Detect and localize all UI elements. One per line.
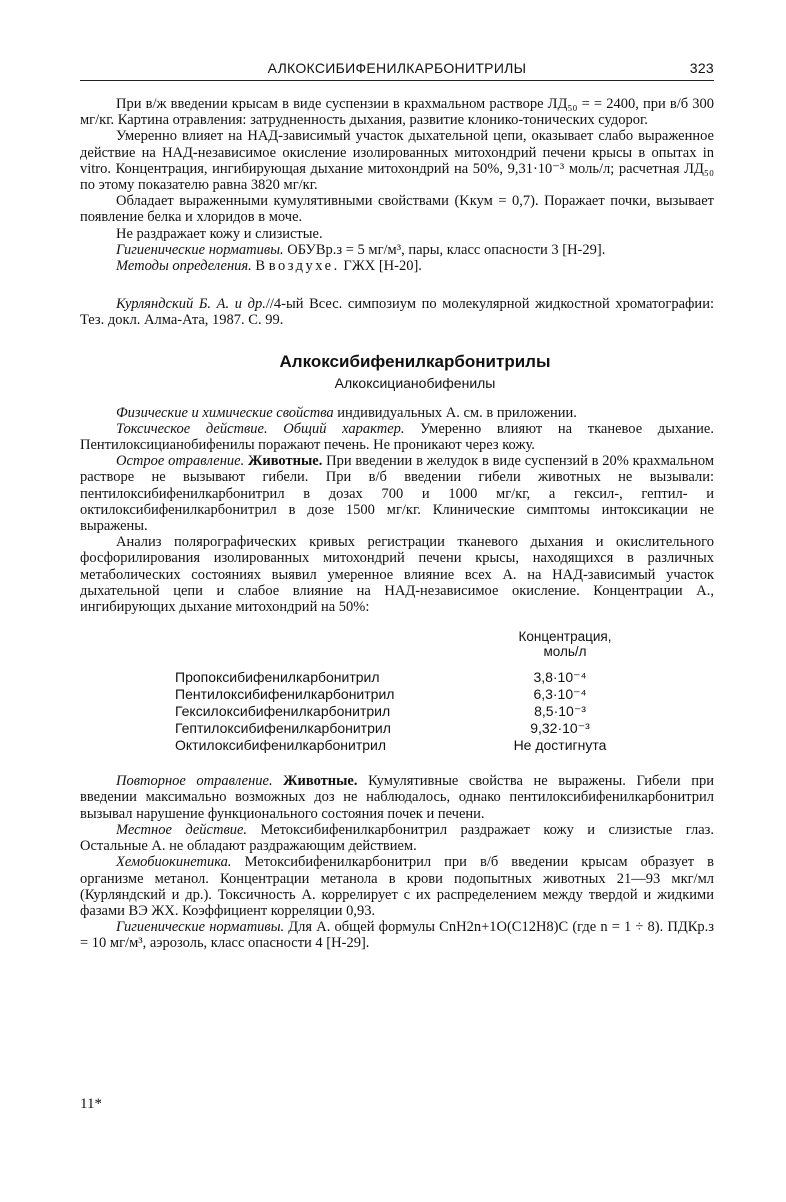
inline-bold: Животные. [244,453,323,470]
analysis-paragraph: Анализ полярографических кривых регистрации тканевого дыхания и окислительного фосфорилирования изолированных митохондрий печени крысы, находящихся в различных метаболических состояниях выявил умеренное влияние всех А. на НАД-зависимый участок дыхательной цепи и слабое влияние на НАД-независимое окисление. Концентрации А., ингибирующих дыхание митохондрий на 50%: [80,534,714,616]
table-row [175,686,675,703]
concentration-value: 6,3·10⁻⁴ [533,686,587,703]
inline-bold: Животные. [272,773,358,790]
page-body [80,96,714,952]
concentration-value: Не достигнута [513,737,607,754]
chemobiokinetics-paragraph [80,854,714,919]
inline-label: Физические и химические свойства [116,404,334,421]
table-row [175,720,675,737]
inline-text: индивидуальных А. см. в приложении. [333,404,577,421]
inline-label: Местное действие. [116,821,248,838]
spaced-word: воздухе. [268,258,340,275]
inline-label: Методы определения. [116,258,252,275]
toxic-action-paragraph [80,421,714,453]
inline-label: Токсическое действие. Общий характер. [116,420,405,437]
concentration-value: 3,8·10⁻⁴ [533,669,587,686]
running-header [80,58,714,81]
reference-text: //4-ый Всес. симпозиум по молекулярной жидкостной хроматографии: Тез. докл. Алма-Ата, 1987. С. 99. [80,296,714,329]
inline-label: Хемобиокинетика. [116,854,232,871]
paragraph: Обладает выраженными кумулятивными свойствами (Kкум = 0,7). Поражает почки, вызывает появление белка и хлоридов в моче. [80,193,714,226]
inline-text: Кумулятивные свойства не выражены. Гибели при введении максимально возможных доз не наблюдалось, однако пентилоксибифенилкарбонитрил вызывал нарушение функционального состояния почек и печени. [80,773,715,822]
compound-name: Гептилоксибифенилкарбонитрил [175,720,391,737]
local-action-paragraph [80,822,714,854]
inline-text: Умеренно влияют на тканевое дыхание. Пентилоксицианобифенилы поражают печень. Не проникают через кожу. [80,420,714,454]
table-header [500,629,630,659]
table-header-line: моль/л [543,644,587,660]
section-subtitle: Алкоксицианобифенилы [334,374,496,391]
inline-text: При введении в желудок в виде суспензий в 20% крахмальном растворе не вызывают гибели. При в/б введении гибели животных не вызывали: пентилоксибифенилкарбонитрил в дозах 700 и 1000 мг/кг, а гексил-, гептил- и октилоксибифенилкарбонитрил в дозе 1500 мг/кг. Клинические симптомы интоксикации не выражены. [80,453,714,535]
inline-label: Повторное отравление. [116,773,273,790]
inline-text: В [251,258,269,275]
inline-text: ГЖХ [Н-20]. [339,258,422,275]
concentration-table [80,629,714,754]
inline-text: Метоксибифенилкарбонитрил при в/б введении крысам образует в организме метанол. Концентрации метанола в крови подопытных животных 21—93 мкг/мл (Курляндский и др.). Токсичность А. коррелирует с их распределением между твердой и жидкими фазами ВЭ ЖХ. Коэффициент корреляции 0,93. [80,854,714,919]
paragraph: Умеренно влияет на НАД-зависимый участок дыхательной цепи, оказывает слабо выраженное действие на НАД-независимое окисление изолированных митохондрий печени крысы в опытах in vitro. Концентрация, ингибирующая дыхание митохондрий на 50%, 9,31·10⁻³ моль/л; расчетная ЛД₅₀ по этому показателю равна 3820 мг/кг. [80,128,714,194]
hygienic-norms-paragraph [80,242,714,258]
acute-poisoning-paragraph [80,453,714,534]
section-title: Алкоксибифенилкарбонитрилы [279,351,551,371]
compound-name: Пропоксибифенилкарбонитрил [175,669,380,686]
paragraph: При в/ж введении крысам в виде суспензии в крахмальном растворе ЛД₅₀ = = 2400, при в/б 300 мг/кг. Картина отравления: затрудненность дыхания, развитие клонико-тонических судорог. [80,96,714,129]
concentration-value: 8,5·10⁻³ [534,703,586,720]
concentration-value: 9,32·10⁻³ [530,720,590,737]
running-title: АЛКОКСИБИФЕНИЛКАРБОНИТРИЛЫ [267,60,527,76]
inline-text: Для А. общей формулы CnH2n+1O(C12H8)C (где n = 1 ÷ 8). ПДКр.з = 10 мг/м³, аэрозоль, класс опасности 4 [Н-29]. [80,919,714,952]
table-rows [175,669,675,754]
compound-name: Октилоксибифенилкарбонитрил [175,737,387,754]
compound-name: Гексилоксибифенилкарбонитрил [175,703,391,720]
physical-properties-paragraph [80,405,714,421]
repeated-poisoning-paragraph [80,773,714,822]
inline-label: Острое отравление. [116,453,245,470]
inline-text: Метоксибифенилкарбонитрил раздражает кожу и слизистые глаз. Остальные А. не обладают раздражающим действием. [80,821,714,855]
table-header-line: Концентрация, [518,629,612,645]
page-number: 323 [689,60,714,76]
methods-paragraph [80,258,714,274]
inline-text: ОБУВр.з = 5 мг/м³, пары, класс опасности 3 [Н-29]. [283,241,606,258]
hygienic-norms-paragraph [80,919,714,951]
reference [80,296,714,328]
table-row [175,737,675,754]
signature-mark: 11* [80,1096,102,1112]
reference-author: Курляндский Б. А. и др. [116,296,266,313]
compound-name: Пентилоксибифенилкарбонитрил [175,686,395,703]
table-row [175,703,675,720]
paragraph: Не раздражает кожу и слизистые. [116,225,323,242]
inline-label: Гигиенические нормативы. [116,919,285,936]
inline-label: Гигиенические нормативы. [116,241,284,258]
table-row [175,669,675,686]
